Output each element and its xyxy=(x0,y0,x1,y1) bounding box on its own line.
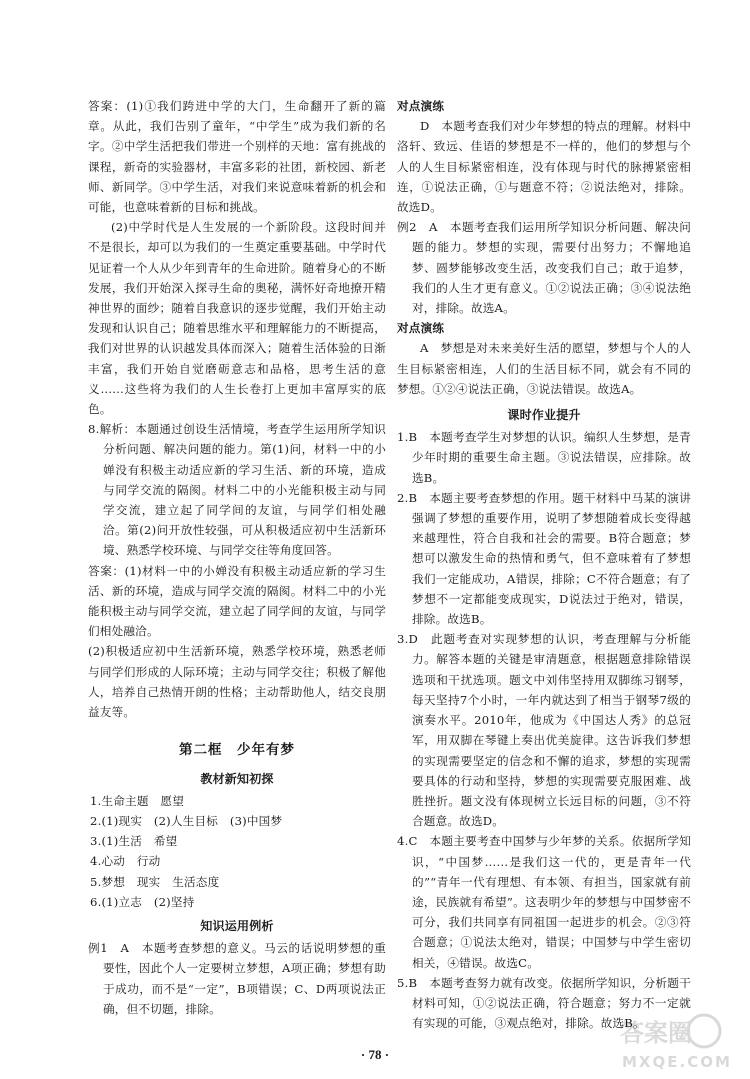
list-item: 4.心动 行动 xyxy=(90,854,161,869)
right-column xyxy=(397,96,691,1033)
question-4: 4.C 本题主要考查中国梦与少年梦的关系。依据所学知识，“中国梦……是我们这一代的，更是青年一代的”“青年一代有理想、有本领、有担当，国家就有前途，民族就有希望”。这表明少年的梦想与中国梦密不可分，我们共同享有同祖国一起进步的机会。②③符合题意；①说法太绝对，错误；中国梦与中学生密切相关，④错误。故选C。 xyxy=(397,834,691,970)
analysis-8: 8.解析：本题通过创设生活情境，考查学生运用所学知识分析问题、解决问题的能力。第(1)问，材料一中的小婵没有积极主动适应新的学习生活、新的环境，造成与同学交流的隔阂。材料二中的小光能积极主动与同学交流，建立起了同学间的友谊，与同学们相处融洽。第(2)问开放性较强，可从积极适应初中生活新环境、熟悉学校环境、与同学交往等角度回答。 xyxy=(88,422,386,558)
answer-list xyxy=(88,791,386,912)
subheading-homework: 课时作业提升 xyxy=(507,408,581,423)
example-2: 例2 A 本题考查我们运用所学知识分析问题、解决问题的能力。梦想的实现，需要付出努力；不懈地追梦、圆梦能够改变生活，改变我们自己；敢于追梦，我们的人生才更有意义。①②说法正确；③④说法绝对，排除。故选A。 xyxy=(397,220,691,316)
list-item: 6.(1)立志 (2)坚持 xyxy=(90,894,195,909)
list-item: 1.生命主题 愿望 xyxy=(90,793,185,808)
answer-7-part2: (2)中学时代是人生发展的一个新阶段。这段时间并不是很长，却可以为我们的一生奠定重要基础。中学时代见证着一个人从少年到青年的生命进阶。随着身心的不断发展，我们开始深入探寻生命的奥秘，满怀好奇地撩开精神世界的面纱；随着自我意识的逐步觉醒，我们开始主动发现和认识自己；随着思维水平和理解能力的不断提高，我们对世界的认识越发具体而深入；随着生活体验的日渐丰富，我们开始自觉磨砺意志和品格，思考生活的意义……这些将为我们的人生长卷打上更加丰富厚实的底色。 xyxy=(88,220,386,417)
list-item: 5.梦想 现实 生活态度 xyxy=(90,874,220,889)
practice-2: A 梦想是对未来美好生活的愿望，梦想与个人的人生目标紧密相连，人们的生活目标不同，就会有不同的梦想。①②④说法正确，③说法错误。故选A。 xyxy=(397,341,691,396)
left-column xyxy=(88,96,386,1019)
answer-8-part2: (2)积极适应初中生活新环境，熟悉学校环境，熟悉老师与同学们形成的人际环境；主动与同学交往；积极了解他人，培养自己热情开朗的性格；主动帮助他人，结交良朋益友等。 xyxy=(88,644,386,720)
watermark-text: 答案圈 xyxy=(620,1019,692,1047)
question-1: 1.B 本题考查学生对梦想的认识。编织人生梦想，是青少年时期的重要生命主题。③说法错误，应排除。故选B。 xyxy=(397,430,691,485)
subheading-examples: 知识运用例析 xyxy=(200,918,274,933)
page-number: · 78 · xyxy=(360,1047,390,1062)
watermark-url: MXQE.COM xyxy=(622,1053,732,1071)
list-item: 3.(1)生活 希望 xyxy=(90,834,178,849)
watermark-logo xyxy=(612,1011,742,1073)
list-item: 2.(1)现实 (2)人生目标 (3)中国梦 xyxy=(90,813,283,828)
practice-heading-2: 对点演练 xyxy=(397,321,445,336)
practice-1: D 本题考查我们对少年梦想的特点的理解。材料中洛轩、致远、佳语的梦想是不一样的，他们的梦想与个人的人生目标紧密相连，没有体现与时代的脉搏紧密相连，①说法正确，①与题意不符；②说法绝对，排除。故选D。 xyxy=(397,119,691,215)
section-title: 第二框 少年有梦 xyxy=(179,742,295,759)
example-1: 例1 A 本题考查梦想的意义。马云的话说明梦想的重要性，因此个人一定要树立梦想，A项正确；梦想有助于成功，而不是“一定”，B项错误；C、D两项说法正确，但不切题，排除。 xyxy=(88,941,386,1016)
subheading-textbook: 教材新知初探 xyxy=(200,771,274,786)
question-3: 3.D 此题考查对实现梦想的认识，考查理解与分析能力。解答本题的关键是审清题意，根据题意排除错误选项和干扰选项。题文中刘伟坚持用双脚练习钢琴，每天坚持7个小时，一年内就达到了相当于钢琴7级的演奏水平。2010年，他成为《中国达人秀》的总冠军，用双脚在琴键上奏出优美旋律。这告诉我们梦想的实现需要坚定的信念和不懈的追求，梦想的实现需要具体的行动和坚持，梦想的实现需要克服困难、战胜挫折。题文没有体现树立长远目标的问题，③不符合题意。故选D。 xyxy=(397,632,691,829)
answer-7-part1: 答案：(1)①我们跨进中学的大门，生命翻开了新的篇章。从此，我们告别了童年，“中学生”成为我们新的名字。②中学生活把我们带进一个别样的天地：富有挑战的课程，新奇的实验器材，丰富多彩的社团，新校园、新老师、新同学。③中学生活，对我们来说意味着新的机会和可能，也意味着新的目标和挑战。 xyxy=(88,99,386,215)
question-5: 5.B 本题考查努力就有改变。依据所学知识，分析题干材料可知，①②说法正确，符合题意；努力不一定就有实现的可能，③观点绝对，排除。故选B。 xyxy=(397,975,691,1031)
answer-8-part1: 答案：(1)材料一中的小婵没有积极主动适应新的学习生活、新的环境，造成与同学交流的隔阂。材料二中的小光能积极主动与同学交流，建立起了同学间的友谊，与同学们相处融洽。 xyxy=(88,563,386,639)
practice-heading-1: 对点演练 xyxy=(397,99,445,113)
question-2: 2.B 本题主要考查梦想的作用。题干材料中马某的演讲强调了梦想的重要作用，说明了梦想随着成长变得越来越理性，符合自我和社会的需要。B符合题意；梦想可以激发生命的热情和勇气，但不意味着有了梦想我们一定能成功，A错误，排除；C不符合题意；有了梦想不一定都能变成现实，D说法过于绝对，错误，排除。故选B。 xyxy=(397,490,691,627)
